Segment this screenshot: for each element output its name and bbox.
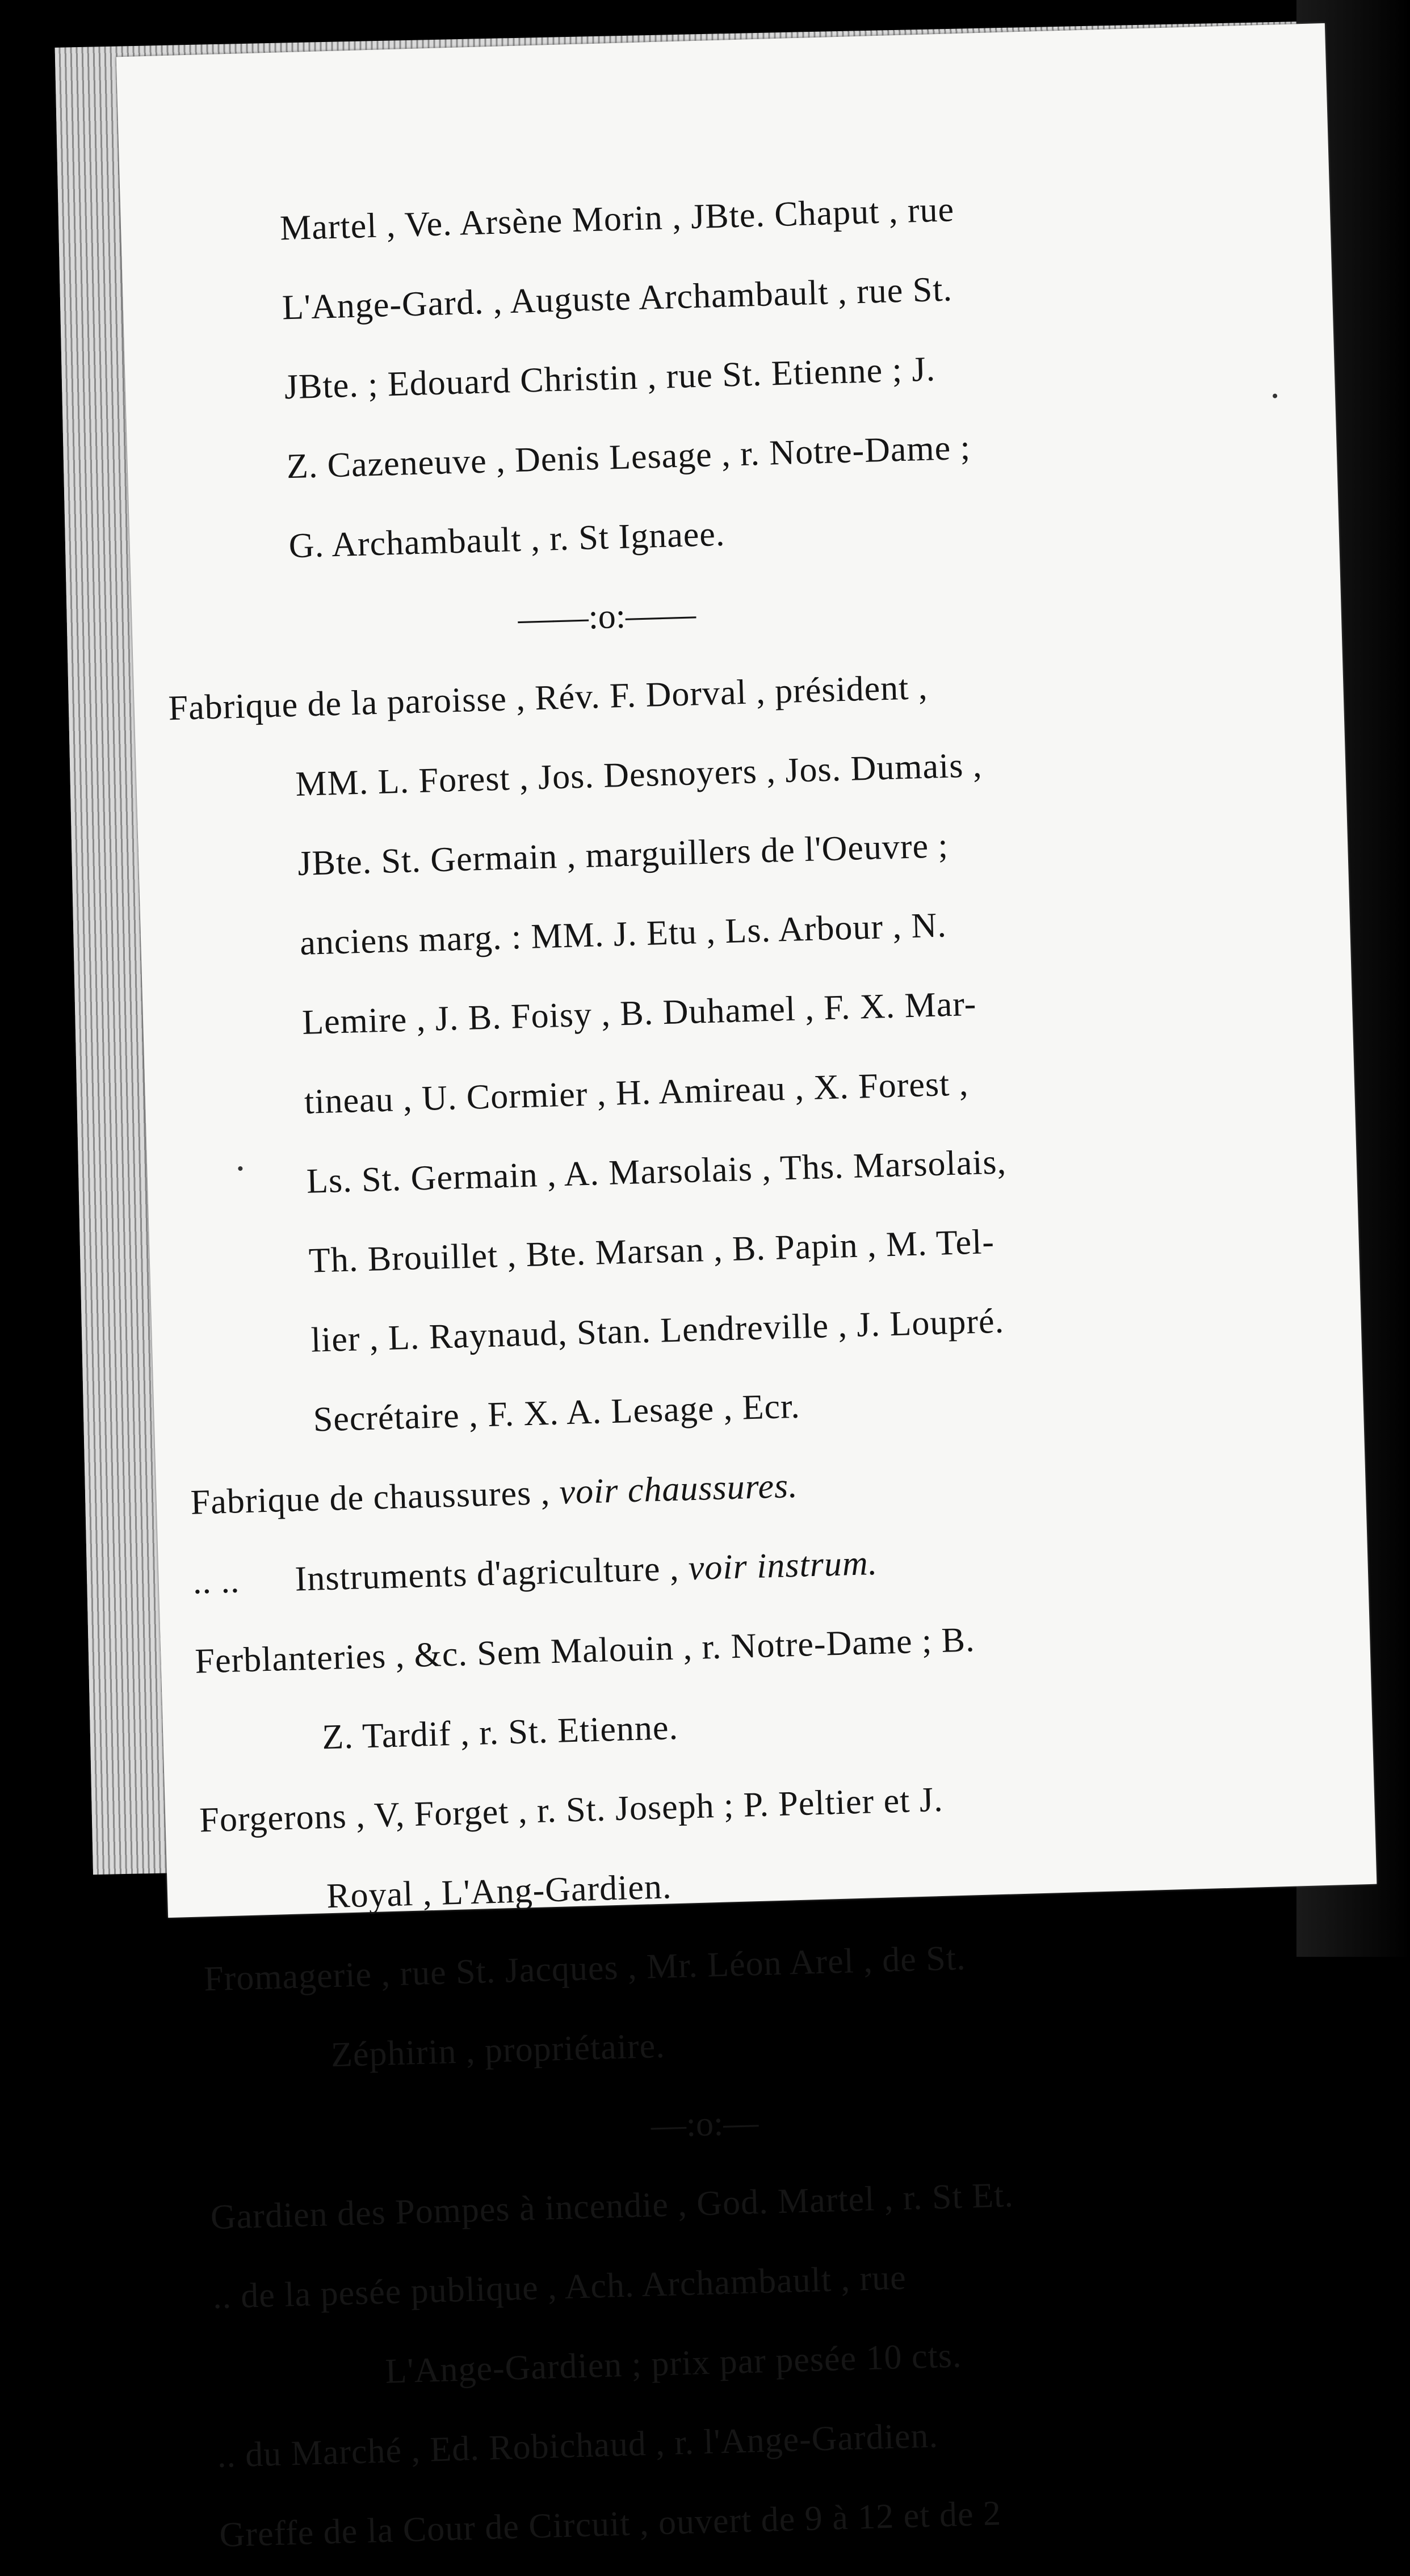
section-separator: —:o:— [650, 2103, 759, 2145]
text-line: Royal , L'Ang-Gardien. [326, 1867, 673, 1916]
entry-text: Fabrique de chaussures , [190, 1473, 560, 1522]
entry-text: Instruments d'agriculture , [294, 1549, 689, 1599]
section-separator: ——:o:—— [517, 595, 696, 638]
directory-text [154, 161, 1355, 2575]
entry-heading: Fromagerie , rue St. Jacques , Mr. Léon Arel , de St. [203, 1938, 967, 1999]
text-line: JBte. ; Edouard Christin , rue St. Etienne ; J. [284, 350, 936, 407]
ditto-marks: .. .. [192, 1561, 241, 1602]
text-line: Th. Brouillet , Bte. Marsan , B. Papin , M. Tel- [308, 1222, 995, 1280]
text-line: Secrétaire , F. X. A. Lesage , Ecr. [312, 1386, 801, 1439]
sub-entry: .. de la pesée publique , Ach. Archambault , rue [212, 2258, 907, 2317]
text-line: lier , L. Raynaud, Stan. Lendreville , J. Loupré. [310, 1301, 1005, 1360]
entry-heading: Greffe de la Cour de Circuit , ouvert de 9 à 12 et de 2 [219, 2494, 1002, 2554]
text-line: Ls. St. Germain , A. Marsolais , Ths. Marsolais, [306, 1142, 1007, 1201]
cross-reference: voir instrum. [687, 1543, 879, 1588]
text-line: Z. Cazeneuve , Denis Lesage , r. Notre-Dame ; [286, 428, 971, 486]
text-line: L'Ange-Gardien ; prix par pesée 10 cts. [384, 2336, 963, 2391]
text-line: MM. L. Forest , Jos. Desnoyers , Jos. Dumais , [295, 746, 983, 804]
text-line: Martel , Ve. Arsène Morin , JBte. Chaput , rue [279, 190, 955, 248]
text-line: Zéphirin , propriétaire. [330, 2026, 666, 2075]
sub-entry: .. du Marché , Ed. Robichaud , r. l'Ange-Gardien. [216, 2416, 939, 2476]
text-line: anciens marg. : MM. J. Etu , Ls. Arbour , N. [299, 906, 947, 963]
entry-heading: Fabrique de la paroisse , Rév. F. Dorval , président , [167, 667, 929, 728]
text-line: L'Ange-Gard. , Auguste Archambault , rue St. [282, 270, 953, 327]
entry-heading: Ferblanteries , &c. Sem Malouin , r. Notre-Dame ; B. [194, 1620, 976, 1681]
text-line: JBte. St. Germain , marguillers de l'Oeuvre ; [297, 826, 949, 883]
text-line: Z. Tardif , r. St. Etienne. [321, 1708, 679, 1757]
document-page [116, 23, 1377, 2554]
text-line: Lemire , J. B. Foisy , B. Duhamel , F. X. Mar- [301, 984, 977, 1042]
text-line: G. Archambault , r. St Ignaee. [288, 514, 726, 566]
entry-heading: Gardien des Pompes à incendie , God. Martel , r. St Et. [210, 2175, 1014, 2237]
text-line: tineau , U. Cormier , H. Amireau , X. Forest , [304, 1064, 970, 1121]
cross-reference: voir chaussures. [559, 1466, 799, 1512]
entry-heading: Forgerons , V, Forget , r. St. Joseph ; P. Peltier et J. [199, 1780, 944, 1840]
